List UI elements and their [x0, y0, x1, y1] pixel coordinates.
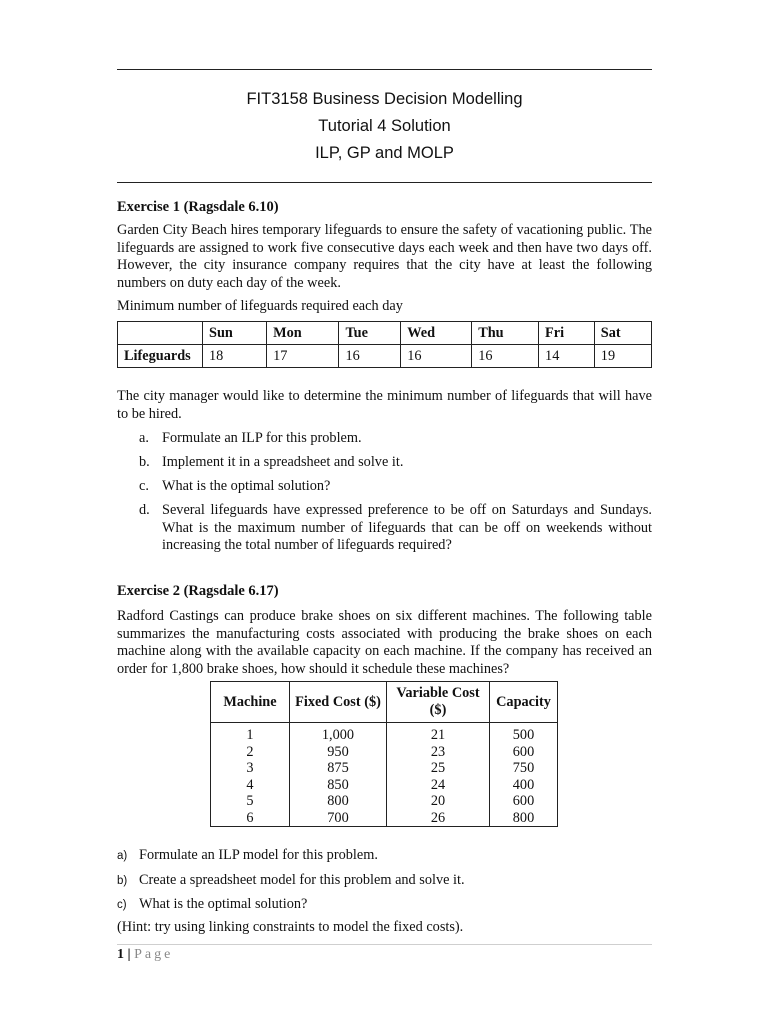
day-header: Thu: [472, 322, 539, 345]
capacity-cell: 800: [490, 810, 558, 827]
machine-cell: 5: [211, 793, 290, 810]
variable-cost-cell: 21: [387, 723, 490, 744]
column-header: Machine: [211, 682, 290, 723]
document-title: [117, 86, 652, 167]
variable-cost-cell: 20: [387, 793, 490, 810]
row-label: Lifeguards: [118, 345, 203, 368]
lifeguard-count: 14: [539, 345, 595, 368]
day-header: Fri: [539, 322, 595, 345]
list-marker: a): [117, 850, 128, 862]
lifeguard-table-row: [118, 345, 652, 368]
fixed-cost-cell: 850: [290, 777, 387, 794]
fixed-cost-cell: 875: [290, 760, 387, 777]
lifeguard-table: [117, 321, 652, 368]
capacity-cell: 600: [490, 793, 558, 810]
list-text: Create a spreadsheet model for this problem and solve it.: [139, 872, 465, 888]
list-marker: b): [117, 875, 128, 887]
list-text: Formulate an ILP model for this problem.: [139, 847, 378, 863]
table-row: [211, 744, 558, 761]
day-header: Sat: [594, 322, 651, 345]
lifeguard-count: 16: [339, 345, 401, 368]
column-header: Capacity: [490, 682, 558, 723]
footer-rule: [117, 944, 652, 945]
machine-cell: 4: [211, 777, 290, 794]
lifeguard-count: 19: [594, 345, 651, 368]
column-header: Variable Cost ($): [387, 682, 490, 723]
capacity-cell: 500: [490, 723, 558, 744]
column-header: Fixed Cost ($): [290, 682, 387, 723]
variable-cost-cell: 23: [387, 744, 490, 761]
day-header: Mon: [267, 322, 339, 345]
table-row: [211, 723, 558, 744]
lifeguard-count: 16: [401, 345, 472, 368]
top-rule: [117, 69, 652, 70]
lifeguard-count: 18: [203, 345, 267, 368]
list-text: What is the optimal solution?: [162, 478, 331, 494]
list-marker: c.: [139, 478, 149, 494]
table-row: [211, 793, 558, 810]
lifeguard-table-corner: [118, 322, 203, 345]
day-header: Wed: [401, 322, 472, 345]
machine-cell: 2: [211, 744, 290, 761]
table-row: [211, 810, 558, 827]
course-title: FIT3158 Business Decision Modelling: [246, 90, 523, 108]
capacity-cell: 600: [490, 744, 558, 761]
table-row: [211, 760, 558, 777]
machine-cell: 1: [211, 723, 290, 744]
lifeguard-count: 16: [472, 345, 539, 368]
page-word: Page: [134, 947, 174, 962]
fixed-cost-cell: 800: [290, 793, 387, 810]
variable-cost-cell: 26: [387, 810, 490, 827]
machine-table: [210, 681, 558, 827]
exercise1-question: The city manager would like to determine the minimum number of lifeguards that will have to be hired.: [117, 388, 652, 422]
exercise1-intro: Garden City Beach hires temporary lifeguards to ensure the safety of vacationing public. The lifeguards are assigned to work five consecutive days each week and then have two days off. However, the city insurance company requires that the city have at least the following numbers on duty each day of the week.: [117, 222, 652, 291]
machine-table-header-row: [211, 682, 558, 723]
list-marker: c): [117, 899, 127, 911]
list-text: What is the optimal solution?: [139, 896, 308, 912]
list-text: Implement it in a spreadsheet and solve it.: [162, 454, 404, 470]
list-marker: d.: [139, 502, 150, 518]
variable-cost-cell: 24: [387, 777, 490, 794]
tutorial-title: Tutorial 4 Solution: [318, 117, 451, 135]
table-row: [211, 777, 558, 794]
fixed-cost-cell: 1,000: [290, 723, 387, 744]
variable-cost-cell: 25: [387, 760, 490, 777]
fixed-cost-cell: 950: [290, 744, 387, 761]
lifeguard-table-header-row: [118, 322, 652, 345]
capacity-cell: 750: [490, 760, 558, 777]
list-marker: b.: [139, 454, 150, 470]
topic-title: ILP, GP and MOLP: [315, 144, 454, 162]
machine-cell: 6: [211, 810, 290, 827]
lifeguard-table-caption: Minimum number of lifeguards required each day: [117, 298, 403, 314]
exercise2-hint: (Hint: try using linking constraints to model the fixed costs).: [117, 919, 464, 935]
lifeguard-count: 17: [267, 345, 339, 368]
page-number: 1: [117, 947, 124, 962]
machine-cell: 3: [211, 760, 290, 777]
day-header: Sun: [203, 322, 267, 345]
exercise2-intro: Radford Castings can produce brake shoes on six different machines. The following table summarizes the manufacturing costs associated with producing the brake shoes on each machine along with the available capacity on each machine. If the company has received an order for 1,800 brake shoes, how should it schedule these machines?: [117, 608, 652, 677]
list-marker: a.: [139, 430, 149, 446]
exercise2-heading: Exercise 2 (Ragsdale 6.17): [117, 583, 279, 599]
capacity-cell: 400: [490, 777, 558, 794]
fixed-cost-cell: 700: [290, 810, 387, 827]
day-header: Tue: [339, 322, 401, 345]
list-text: Formulate an ILP for this problem.: [162, 430, 362, 446]
page-footer: [117, 947, 173, 963]
exercise1-heading: Exercise 1 (Ragsdale 6.10): [117, 199, 279, 215]
footer-separator: |: [127, 947, 131, 962]
list-text: Several lifeguards have expressed preference to be off on Saturdays and Sundays. What is the maximum number of lifeguards that can be off on weekends without increasing the total number of lifeguards required?: [162, 502, 652, 554]
title-bottom-rule: [117, 182, 652, 183]
